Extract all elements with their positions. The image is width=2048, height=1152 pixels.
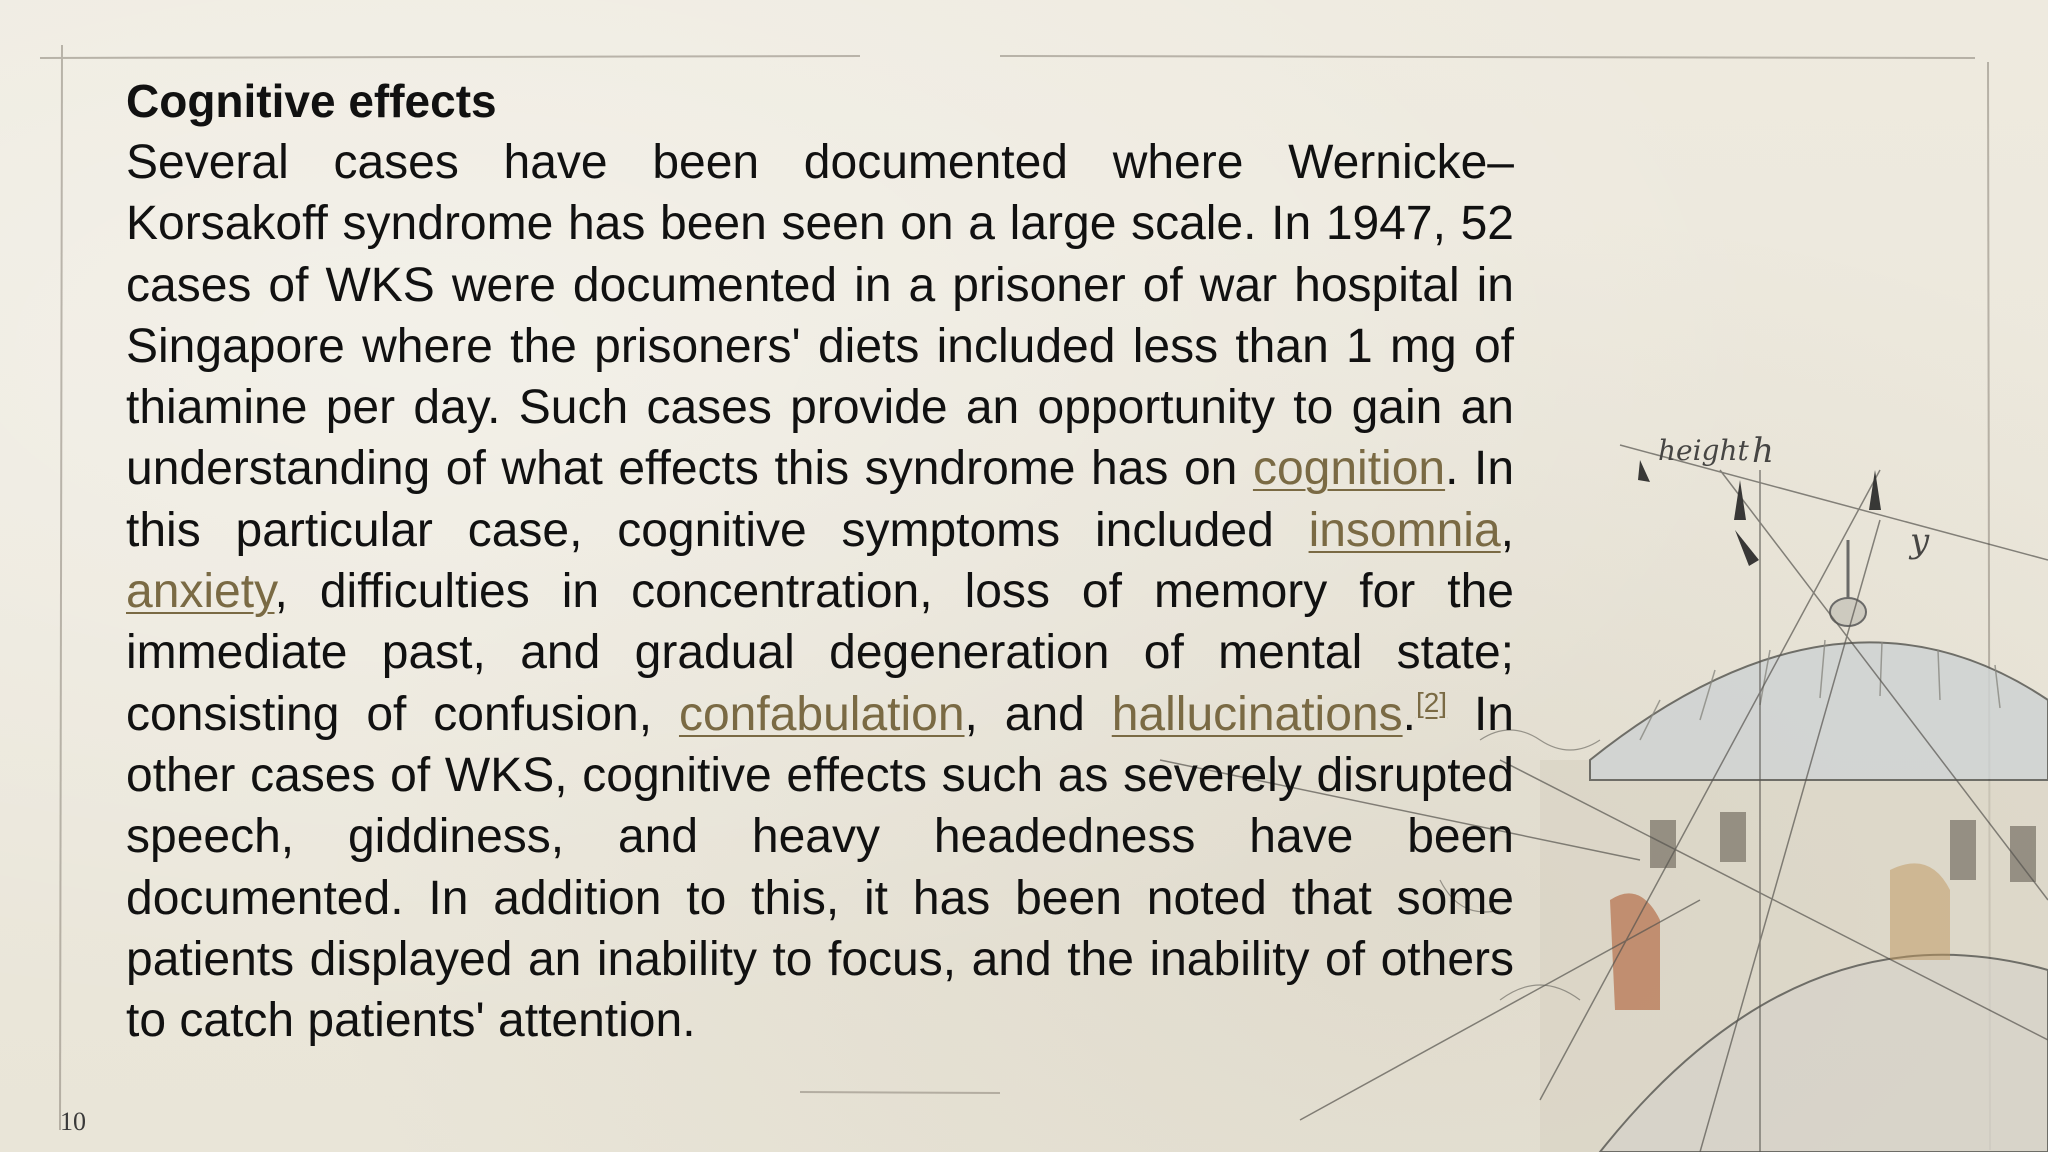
text-run: , difficulties in concentration, loss of memory for the immediate past, and gradual degeneration of mental state; consisting of confusion, <box>126 565 1514 741</box>
link-anxiety[interactable]: anxiety <box>126 565 275 619</box>
text-run: In other cases of WKS, cognitive effects such as severely disrupted speech, giddiness, and heavy headedness have been documented. In addition to this, it has been noted that some patients displayed an inability to focus, and the inability of others to catch patients' attention. <box>126 687 1514 1048</box>
text-run: . In this particular case, cognitive symptoms included <box>126 442 1515 557</box>
link-insomnia[interactable]: insomnia <box>1308 503 1501 557</box>
svg-text:h: h <box>1752 431 1774 471</box>
text-run: Several cases have been documented where Wernicke–Korsakoff syndrome has been seen on a large scale. In 1947, 52 cases of WKS were documented in a prisoner of war hospital in Singapore where the prisoners' diets included less than 1 mg of thiamine per day. Such cases provide an opportunity to gain an understanding of what effects this syndrome has on <box>126 136 1514 496</box>
body-paragraph <box>126 132 1514 1051</box>
text-run: , and <box>964 687 1112 741</box>
slide-content <box>126 70 1514 1051</box>
link-confabulation[interactable]: confabulation <box>678 687 965 741</box>
text-run: . <box>1402 687 1416 741</box>
text-run: , <box>1500 503 1514 557</box>
slide-heading: Cognitive effects <box>126 75 497 127</box>
svg-text:height: height <box>1658 434 1749 467</box>
link-hallucinations[interactable]: hallucinations <box>1111 687 1403 741</box>
citation-link[interactable]: [2] <box>1415 686 1448 718</box>
svg-text:y: y <box>1910 521 1930 561</box>
link-cognition[interactable]: cognition <box>1252 442 1446 496</box>
page-number: 10 <box>60 1107 86 1136</box>
